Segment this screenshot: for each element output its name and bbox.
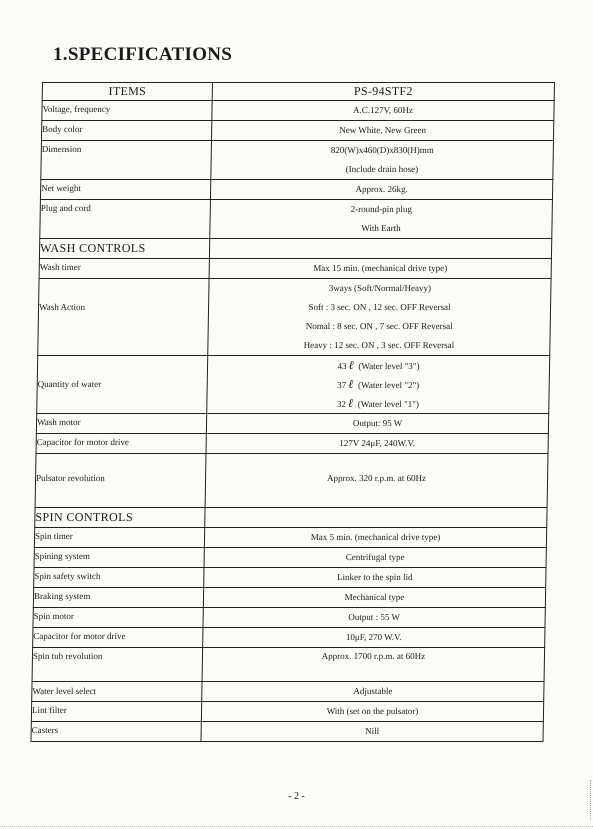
spin-revolution-value: Approx. 1700 r.p.m. at 60Hz bbox=[202, 648, 545, 682]
body-color-label: Body color bbox=[41, 121, 211, 141]
water-level-desc: (Water level "1") bbox=[357, 399, 419, 409]
dimension-note: (Include drain hose) bbox=[345, 164, 419, 174]
table-row bbox=[40, 180, 552, 200]
table-row bbox=[32, 648, 545, 682]
wash-motor-value: Output: 95 W bbox=[206, 414, 548, 434]
plug-cell bbox=[210, 200, 553, 239]
pulsator-label: Pulsator revolution bbox=[35, 454, 206, 508]
table-row bbox=[35, 454, 548, 508]
page-title: 1.SPECIFICATIONS bbox=[53, 44, 233, 65]
section-spacer bbox=[209, 239, 551, 259]
spin-timer-label: Spin timer bbox=[34, 528, 204, 548]
table-row bbox=[31, 702, 543, 722]
casters-label: Casters bbox=[31, 722, 201, 742]
water-level-desc: (Water level "3") bbox=[358, 361, 420, 371]
table-header-row bbox=[42, 83, 554, 101]
voltage-label: Voltage, frequency bbox=[42, 101, 212, 121]
wash-controls-heading: WASH CONTROLS bbox=[39, 239, 209, 259]
plug-value: 2-round-pin plug bbox=[350, 204, 412, 214]
items-header: ITEMS bbox=[42, 83, 212, 101]
wash-capacitor-value: 127V 24μF, 240W.V. bbox=[206, 434, 548, 454]
net-weight-value: Approx. 26kg. bbox=[210, 180, 552, 200]
table-row bbox=[41, 141, 554, 180]
water-level-line bbox=[208, 375, 549, 394]
scan-edge-mark bbox=[589, 780, 591, 820]
spin-system-label: Spining system bbox=[34, 548, 204, 568]
plug-note: With Earth bbox=[361, 223, 401, 233]
table-row bbox=[42, 101, 554, 121]
table-row bbox=[41, 121, 553, 141]
section-spacer bbox=[205, 508, 547, 528]
water-quantity-cell bbox=[207, 356, 550, 414]
water-level-line bbox=[208, 356, 549, 375]
table-row bbox=[36, 434, 548, 454]
table-row bbox=[37, 356, 550, 414]
spin-capacitor-value: 10μF, 270 W.V. bbox=[203, 628, 545, 648]
voltage-value: A.C.127V, 60Hz bbox=[212, 101, 554, 121]
table-row bbox=[34, 528, 546, 548]
water-level-select-value: Adjustable bbox=[202, 682, 544, 702]
lint-filter-value: With (set on the pulsator) bbox=[201, 702, 543, 722]
table-row bbox=[31, 722, 543, 742]
section-row bbox=[35, 508, 547, 528]
table-row bbox=[34, 548, 546, 568]
dimension-value: 820(W)x460(D)x830(H)mm bbox=[330, 145, 434, 155]
table-row bbox=[40, 200, 553, 239]
water-amount: 32 bbox=[336, 399, 346, 409]
water-level-select-label: Water level select bbox=[32, 682, 202, 702]
spin-safety-label: Spin safety switch bbox=[34, 568, 204, 588]
section-row bbox=[39, 239, 551, 259]
wash-motor-label: Wash motor bbox=[36, 414, 206, 434]
net-weight-label: Net weight bbox=[40, 180, 210, 200]
water-amount: 43 bbox=[337, 361, 347, 371]
liter-symbol: ℓ bbox=[348, 396, 354, 410]
wash-timer-value: Max 15 min. (mechanical drive type) bbox=[209, 259, 551, 279]
spin-capacitor-label: Capacitor for motor drive bbox=[33, 628, 203, 648]
table-row bbox=[38, 279, 551, 356]
model-header: PS-94STF2 bbox=[212, 83, 554, 101]
wash-action-label: Wash Action bbox=[38, 279, 209, 356]
spin-revolution-label: Spin tub revolution bbox=[32, 648, 203, 682]
water-amount: 37 bbox=[337, 380, 347, 390]
spin-motor-label: Spin motor bbox=[33, 608, 203, 628]
wash-timer-label: Wash timer bbox=[39, 259, 209, 279]
table-row bbox=[33, 628, 545, 648]
spin-system-value: Centrifugal type bbox=[204, 548, 546, 568]
table-row bbox=[34, 568, 546, 588]
spin-controls-heading: SPIN CONTROLS bbox=[35, 508, 205, 528]
body-color-value: New White, New Green bbox=[211, 121, 553, 141]
dimension-cell bbox=[211, 141, 554, 180]
braking-value: Mechanical type bbox=[203, 588, 545, 608]
table-row bbox=[36, 414, 548, 434]
water-level-line bbox=[207, 394, 548, 413]
scan-bottom-edge bbox=[0, 826, 593, 827]
lint-filter-label: Lint filter bbox=[31, 702, 201, 722]
specifications-table bbox=[30, 82, 555, 742]
spin-motor-value: Output : 55 W bbox=[203, 608, 545, 628]
liter-symbol: ℓ bbox=[348, 358, 355, 372]
table-row bbox=[39, 259, 551, 279]
spin-safety-value: Linker to the spin lid bbox=[204, 568, 546, 588]
wash-action-line: Soft : 3 sec. ON , 12 sec. OFF Reversal bbox=[308, 302, 451, 312]
table-row bbox=[32, 682, 544, 702]
spin-timer-value: Max 5 min. (mechanical drive type) bbox=[204, 528, 546, 548]
water-level-desc: (Water level "2") bbox=[358, 380, 420, 390]
table-row bbox=[33, 608, 545, 628]
casters-value: Nill bbox=[201, 722, 543, 742]
dimension-label: Dimension bbox=[41, 141, 212, 180]
table-row bbox=[33, 588, 545, 608]
wash-action-line: 3ways (Soft/Normal/Heavy) bbox=[328, 283, 432, 293]
wash-action-cell bbox=[208, 279, 551, 356]
wash-capacitor-label: Capacitor for motor drive bbox=[36, 434, 206, 454]
page-number: - 2 - bbox=[288, 791, 305, 802]
wash-action-line: Heavy : 12 sec. ON , 3 sec. OFF Reversal bbox=[303, 340, 455, 350]
pulsator-value: Approx. 320 r.p.m. at 60Hz bbox=[205, 454, 548, 508]
liter-symbol: ℓ bbox=[348, 377, 354, 391]
wash-action-line: Nomal : 8 sec. ON , 7 sec. OFF Reversal bbox=[305, 321, 453, 331]
braking-label: Braking system bbox=[33, 588, 203, 608]
plug-label: Plug and cord bbox=[40, 200, 211, 239]
water-quantity-label: Quantity of water bbox=[37, 356, 208, 414]
